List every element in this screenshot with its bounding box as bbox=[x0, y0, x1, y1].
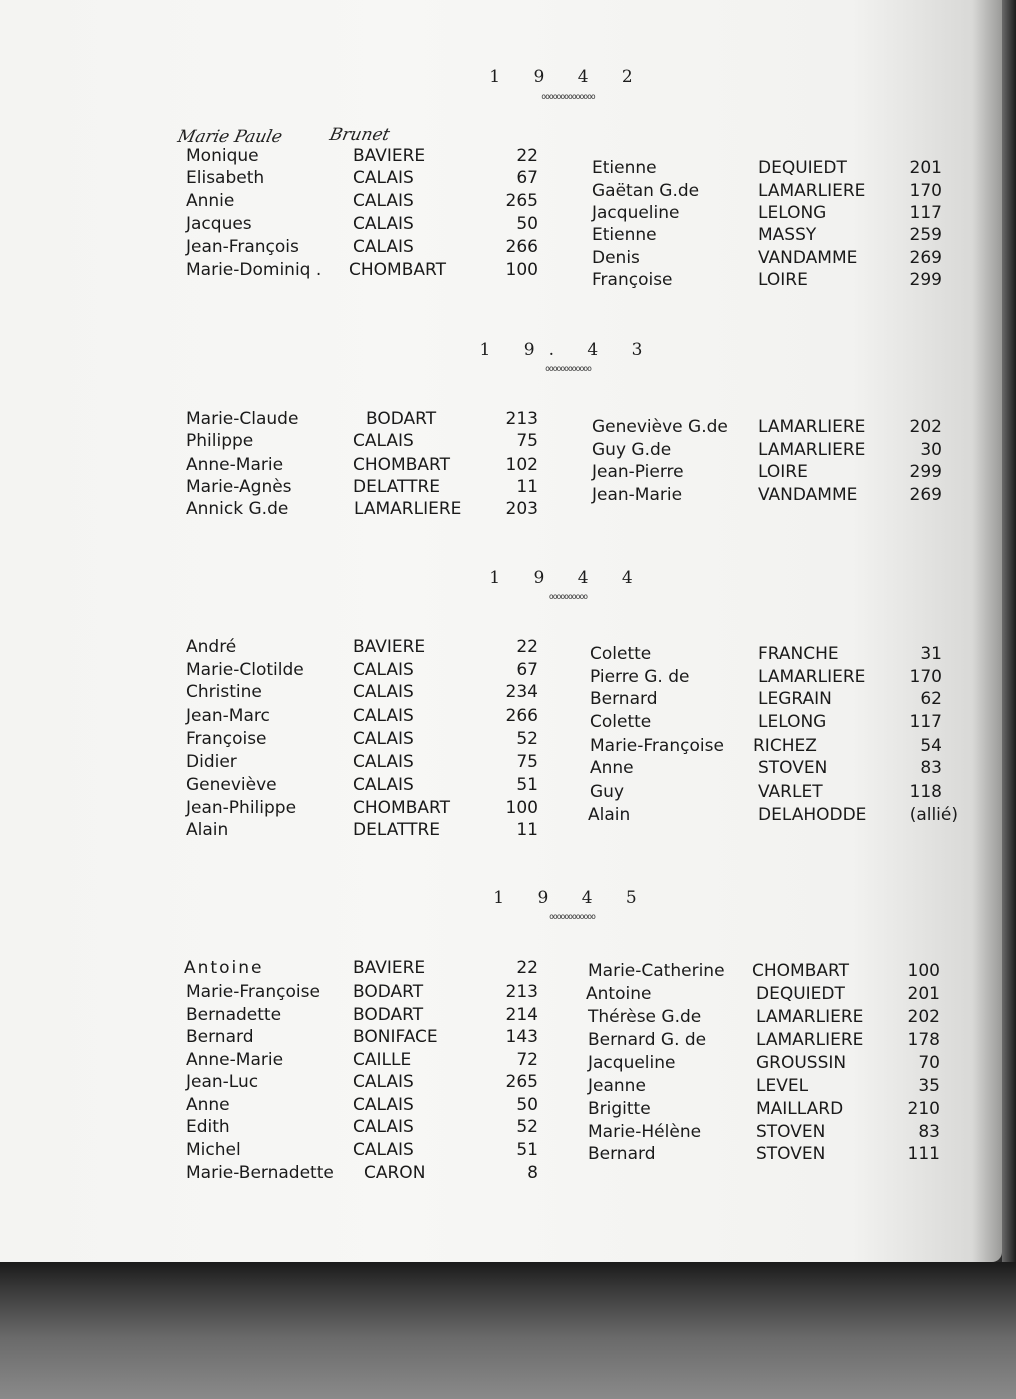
first-name: Elisabeth bbox=[186, 168, 265, 188]
first-name: Denis bbox=[592, 248, 640, 268]
number: 213 bbox=[505, 982, 538, 1002]
number: 100 bbox=[505, 260, 538, 280]
ornament: oooooooooooo bbox=[545, 364, 591, 373]
last-name: RICHEZ bbox=[753, 736, 817, 756]
last-name: BONIFACE bbox=[353, 1027, 438, 1047]
first-name: Jean-Philippe bbox=[186, 798, 297, 818]
number: 201 bbox=[909, 158, 942, 178]
last-name: CALAIS bbox=[353, 1095, 414, 1115]
first-name: Colette bbox=[590, 712, 652, 732]
last-name: LAMARLIERE bbox=[756, 1007, 864, 1027]
last-name: BAVIERE bbox=[353, 958, 426, 978]
number: 269 bbox=[909, 485, 942, 505]
last-name: DELATTRE bbox=[353, 820, 441, 840]
last-name: MAILLARD bbox=[756, 1099, 844, 1119]
number: 201 bbox=[907, 984, 940, 1004]
first-name: Jean-Marie bbox=[592, 485, 683, 505]
first-name: Anne bbox=[590, 758, 634, 778]
number: 299 bbox=[909, 462, 942, 482]
first-name: Anne bbox=[186, 1095, 230, 1115]
last-name: BAVIERE bbox=[353, 146, 426, 166]
first-name: Antoine bbox=[184, 958, 264, 978]
number: 143 bbox=[505, 1027, 538, 1047]
number: 117 bbox=[909, 203, 942, 223]
first-name: Bernard bbox=[186, 1027, 254, 1047]
last-name: CALAIS bbox=[353, 191, 414, 211]
book-spine-shadow bbox=[1002, 0, 1016, 1270]
number: 214 bbox=[505, 1005, 538, 1025]
first-name: Etienne bbox=[592, 158, 657, 178]
number: 234 bbox=[505, 682, 538, 702]
number: 35 bbox=[918, 1076, 940, 1096]
number: 100 bbox=[907, 961, 940, 981]
first-name: Philippe bbox=[186, 431, 254, 451]
last-name: DELATTRE bbox=[353, 477, 441, 497]
ornament: oooooooooo bbox=[548, 592, 588, 601]
number: 67 bbox=[516, 660, 538, 680]
number: 111 bbox=[907, 1144, 940, 1164]
first-name: Pierre G. de bbox=[590, 667, 690, 687]
number: 118 bbox=[909, 782, 942, 802]
first-name: Alain bbox=[186, 820, 229, 840]
last-name: LOIRE bbox=[758, 270, 808, 290]
number: 11 bbox=[516, 820, 538, 840]
number: 178 bbox=[907, 1030, 940, 1050]
first-name: Jean-Marc bbox=[186, 706, 270, 726]
last-name: LOIRE bbox=[758, 462, 808, 482]
last-name: VARLET bbox=[758, 782, 823, 802]
background-surface bbox=[0, 1262, 1016, 1399]
last-name: STOVEN bbox=[756, 1122, 826, 1142]
number: (allié) bbox=[909, 805, 958, 825]
first-name: Bernard G. de bbox=[588, 1030, 707, 1050]
first-name: Marie-Claude bbox=[186, 409, 299, 429]
first-name: Marie-Agnès bbox=[186, 477, 292, 497]
last-name: LAMARLIERE bbox=[354, 499, 462, 519]
number: 266 bbox=[505, 706, 538, 726]
first-name: Bernadette bbox=[186, 1005, 282, 1025]
number: 266 bbox=[505, 237, 538, 257]
first-name: Alain bbox=[588, 805, 631, 825]
number: 170 bbox=[909, 181, 942, 201]
ornament: oooooooooooo bbox=[549, 912, 595, 921]
number: 265 bbox=[505, 1072, 538, 1092]
last-name: MASSY bbox=[758, 225, 817, 245]
first-name: Jacqueline bbox=[592, 203, 680, 223]
number: 22 bbox=[516, 146, 538, 166]
year-heading: 1 9 4 2 bbox=[489, 67, 647, 87]
first-name: Jean-François bbox=[186, 237, 299, 257]
number: 265 bbox=[505, 191, 538, 211]
first-name: Didier bbox=[186, 752, 237, 772]
number: 72 bbox=[516, 1050, 538, 1070]
first-name: Jacqueline bbox=[588, 1053, 676, 1073]
number: 51 bbox=[516, 775, 538, 795]
last-name: CALAIS bbox=[353, 237, 414, 257]
last-name: STOVEN bbox=[758, 758, 828, 778]
last-name: CALAIS bbox=[353, 431, 414, 451]
last-name: VANDAMME bbox=[758, 485, 858, 505]
number: 170 bbox=[909, 667, 942, 687]
last-name: BAVIERE bbox=[353, 637, 426, 657]
last-name: DEQUIEDT bbox=[758, 158, 847, 178]
last-name: CALAIS bbox=[353, 706, 414, 726]
first-name: Gaëtan G.de bbox=[592, 181, 700, 201]
last-name: CALAIS bbox=[353, 1117, 414, 1137]
last-name: LELONG bbox=[758, 203, 827, 223]
first-name: Jean-Pierre bbox=[592, 462, 684, 482]
handwritten-last-name: Brunet bbox=[327, 125, 392, 145]
last-name: VANDAMME bbox=[758, 248, 858, 268]
number: 75 bbox=[516, 431, 538, 451]
year-heading: 1 9 4 5 bbox=[493, 888, 651, 908]
first-name: Jeanne bbox=[588, 1076, 646, 1096]
number: 67 bbox=[516, 168, 538, 188]
first-name: Geneviève G.de bbox=[592, 417, 728, 437]
number: 117 bbox=[909, 712, 942, 732]
first-name: Guy bbox=[590, 782, 625, 802]
first-name: Annie bbox=[186, 191, 235, 211]
last-name: LAMARLIERE bbox=[758, 440, 866, 460]
number: 75 bbox=[516, 752, 538, 772]
last-name: CALAIS bbox=[353, 1072, 414, 1092]
number: 213 bbox=[505, 409, 538, 429]
last-name: GROUSSIN bbox=[756, 1053, 847, 1073]
first-name: Marie-Françoise bbox=[590, 736, 724, 756]
first-name: Thérèse G.de bbox=[588, 1007, 702, 1027]
year-heading: 1 9 4 4 bbox=[489, 568, 647, 588]
last-name: CALAIS bbox=[353, 775, 414, 795]
last-name: CALAIS bbox=[353, 1140, 414, 1160]
first-name: Marie-Bernadette bbox=[186, 1163, 334, 1183]
number: 202 bbox=[907, 1007, 940, 1027]
first-name: Annick G.de bbox=[186, 499, 289, 519]
last-name: CAILLE bbox=[353, 1050, 412, 1070]
number: 83 bbox=[920, 758, 942, 778]
first-name: Anne-Marie bbox=[186, 1050, 284, 1070]
last-name: DELAHODDE bbox=[758, 805, 867, 825]
first-name: Marie-Catherine bbox=[588, 961, 725, 981]
last-name: BODART bbox=[353, 1005, 424, 1025]
number: 202 bbox=[909, 417, 942, 437]
number: 83 bbox=[918, 1122, 940, 1142]
first-name: André bbox=[186, 637, 237, 657]
number: 203 bbox=[505, 499, 538, 519]
number: 52 bbox=[516, 1117, 538, 1137]
number: 8 bbox=[527, 1163, 538, 1183]
number: 22 bbox=[516, 958, 538, 978]
last-name: DEQUIEDT bbox=[756, 984, 845, 1004]
first-name: Colette bbox=[590, 644, 652, 664]
last-name: LAMARLIERE bbox=[758, 181, 866, 201]
first-name: Brigitte bbox=[588, 1099, 651, 1119]
last-name: LAMARLIERE bbox=[758, 667, 866, 687]
number: 62 bbox=[920, 689, 942, 709]
number: 31 bbox=[920, 644, 942, 664]
last-name: LAMARLIERE bbox=[756, 1030, 864, 1050]
number: 102 bbox=[505, 455, 538, 475]
number: 52 bbox=[516, 729, 538, 749]
first-name: Françoise bbox=[186, 729, 267, 749]
number: 51 bbox=[516, 1140, 538, 1160]
last-name: LELONG bbox=[758, 712, 827, 732]
last-name: CALAIS bbox=[353, 168, 414, 188]
number: 54 bbox=[920, 736, 942, 756]
first-name: Jean-Luc bbox=[186, 1072, 259, 1092]
first-name: Jacques bbox=[186, 214, 252, 234]
number: 30 bbox=[920, 440, 942, 460]
last-name: CHOMBART bbox=[349, 260, 446, 280]
first-name: Françoise bbox=[592, 270, 673, 290]
last-name: CHOMBART bbox=[353, 798, 450, 818]
last-name: LEGRAIN bbox=[758, 689, 832, 709]
last-name: CALAIS bbox=[353, 660, 414, 680]
first-name: Marie-Clotilde bbox=[186, 660, 304, 680]
first-name: Antoine bbox=[586, 984, 652, 1004]
last-name: LAMARLIERE bbox=[758, 417, 866, 437]
last-name: CHOMBART bbox=[353, 455, 450, 475]
number: 50 bbox=[516, 214, 538, 234]
first-name: Geneviève bbox=[186, 775, 277, 795]
last-name: CALAIS bbox=[353, 729, 414, 749]
first-name: Marie-Hélène bbox=[588, 1122, 702, 1142]
first-name: Monique bbox=[186, 146, 259, 166]
last-name: BODART bbox=[353, 982, 424, 1002]
number: 269 bbox=[909, 248, 942, 268]
year-heading: 1 9. 4 3 bbox=[479, 340, 657, 360]
number: 50 bbox=[516, 1095, 538, 1115]
number: 100 bbox=[505, 798, 538, 818]
ornament: oooooooooooooo bbox=[541, 92, 595, 101]
number: 210 bbox=[907, 1099, 940, 1119]
first-name: Michel bbox=[186, 1140, 241, 1160]
first-name: Christine bbox=[186, 682, 262, 702]
first-name: Bernard bbox=[588, 1144, 656, 1164]
last-name: CALAIS bbox=[353, 214, 414, 234]
last-name: CALAIS bbox=[353, 682, 414, 702]
first-name: Anne-Marie bbox=[186, 455, 284, 475]
last-name: CARON bbox=[364, 1163, 426, 1183]
number: 11 bbox=[516, 477, 538, 497]
first-name: Edith bbox=[186, 1117, 230, 1137]
first-name: Marie-Françoise bbox=[186, 982, 320, 1002]
number: 22 bbox=[516, 637, 538, 657]
last-name: LEVEL bbox=[756, 1076, 809, 1096]
first-name: Guy G.de bbox=[592, 440, 672, 460]
last-name: FRANCHE bbox=[758, 644, 839, 664]
number: 70 bbox=[918, 1053, 940, 1073]
number: 259 bbox=[909, 225, 942, 245]
handwritten-first-name: Marie Paule bbox=[175, 127, 284, 147]
number: 299 bbox=[909, 270, 942, 290]
last-name: CHOMBART bbox=[752, 961, 849, 981]
last-name: STOVEN bbox=[756, 1144, 826, 1164]
first-name: Marie-Dominiq . bbox=[186, 260, 322, 280]
first-name: Bernard bbox=[590, 689, 658, 709]
last-name: CALAIS bbox=[353, 752, 414, 772]
last-name: BODART bbox=[366, 409, 437, 429]
first-name: Etienne bbox=[592, 225, 657, 245]
